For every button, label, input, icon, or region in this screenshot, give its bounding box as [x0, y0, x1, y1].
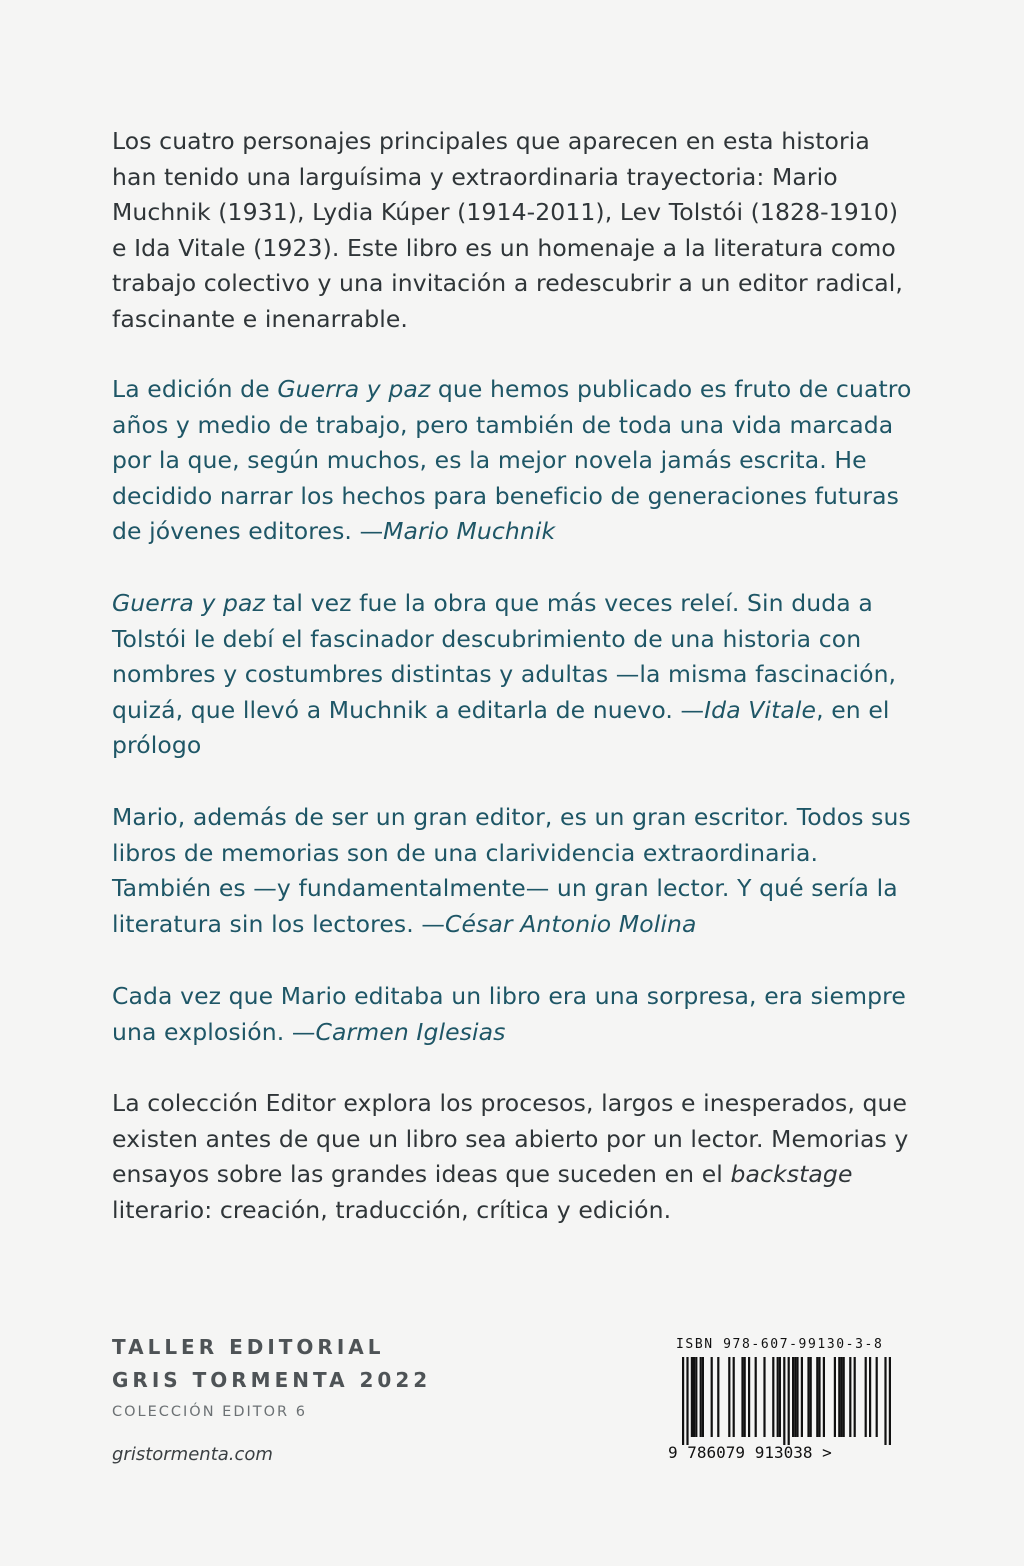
p3-run: Guerra y paz [112, 589, 265, 617]
p3-run: Ida Vitale [704, 695, 817, 724]
barcode-bar [801, 1357, 803, 1437]
isbn-label: ISBN 978-607-99130-3-8 [676, 1337, 884, 1352]
barcode-bar [843, 1357, 845, 1437]
p1-run: Los cuatro personajes principales que aparecen en esta historia han tenido una larguísima y extraordinaria trayectoria: Mario Muchnik (1931), Lydia Kúper (1914-2011), Lev Tolstói (1828-1910) e Ida Vitale (1923). Este libro es un homenaje a la literatura como trabajo colectivo y una invitación a redescubrir a un editor radical, fascinante e inenarrable. [112, 127, 904, 333]
barcode-bar [849, 1357, 851, 1437]
barcode-bar [838, 1357, 840, 1437]
barcode-bar [772, 1357, 774, 1437]
barcode-bar [869, 1357, 871, 1437]
barcode-bar [840, 1357, 842, 1437]
barcode-bar [783, 1357, 785, 1445]
p2-run: La edición de [112, 375, 278, 403]
quote-ida-vitale [112, 586, 912, 764]
barcode-bar [695, 1357, 697, 1437]
p2-run: Guerra y paz [277, 375, 431, 403]
barcode-bar [834, 1357, 836, 1437]
barcode-bar [682, 1357, 684, 1445]
barcode-bar [854, 1357, 856, 1437]
barcode-bar [779, 1357, 781, 1437]
barcode-bar [686, 1357, 688, 1445]
barcode-bar [748, 1357, 750, 1437]
collection-label: COLECCIÓN EDITOR 6 [112, 1404, 307, 1420]
barcode-bar [728, 1357, 730, 1437]
p5-run: Cada vez que Mario editaba un libro era una sorpresa, era siempre una explosión. — [112, 982, 906, 1046]
barcode-bar [788, 1357, 790, 1445]
barcode-bar [794, 1357, 796, 1437]
p5-run: Carmen Iglesias [315, 1017, 506, 1046]
barcode-bar [823, 1357, 825, 1437]
p4-run: César Antonio Molina [444, 909, 697, 938]
barcode-bar [702, 1357, 704, 1437]
barcode-bar [693, 1357, 695, 1437]
barcode-bar [810, 1357, 812, 1437]
barcode-bar [807, 1357, 809, 1437]
quote-carmen-iglesias [112, 979, 912, 1050]
p6-run: literario: creación, traducción, crítica y edición. [112, 1195, 672, 1224]
barcode-bar [691, 1357, 693, 1437]
ean-digits: 9 786079 913038 > [668, 1443, 832, 1462]
publisher-line-1: TALLER EDITORIAL [112, 1335, 385, 1359]
barcode-bar [876, 1357, 878, 1437]
barcode-bar [865, 1357, 867, 1437]
synopsis-paragraph [112, 124, 912, 337]
quote-mario-muchnik [112, 372, 912, 550]
barcode-bar [796, 1357, 798, 1437]
barcode-bar [717, 1357, 719, 1437]
barcode-bar [733, 1357, 735, 1437]
barcode-bar [755, 1357, 757, 1437]
p4-run: Mario, además de ser un gran editor, es un gran escritor. Todos sus libros de memorias son de una clarividencia extraordinaria. También es —y fundamentalmente— un gran lector. Y qué sería la literatura sin los lectores. — [112, 803, 911, 938]
isbn-barcode [668, 1337, 908, 1467]
barcode-bar [792, 1357, 794, 1437]
p3-run: tal vez fue la obra que más veces releí. Sin duda a Tolstói le debí el fascinador descubrimiento de una historia con nombres y costumbres distintas y adultas —la misma fascinación, quizá, que llevó a Muchnik a editarla de nuevo. — [112, 589, 897, 724]
barcode-bar [777, 1357, 779, 1437]
barcode-bar [818, 1357, 820, 1437]
barcode-bars-icon [668, 1357, 896, 1445]
barcode-bar [711, 1357, 713, 1437]
barcode-bar [741, 1357, 743, 1437]
barcode-bar [816, 1357, 818, 1437]
barcode-bar [700, 1357, 702, 1437]
barcode-bar [763, 1357, 765, 1437]
barcode-bar [884, 1357, 886, 1445]
barcode-bar [889, 1357, 891, 1445]
barcode-bar [744, 1357, 746, 1437]
publisher-line-2: GRIS TORMENTA 2022 [112, 1368, 432, 1392]
collection-description [112, 1086, 912, 1228]
p6-run: backstage [730, 1160, 853, 1188]
p3-run: , en el prólogo [112, 695, 890, 759]
p6-run: La colección Editor explora los procesos, largos e inesperados, que existen antes de que un libro sea abierto por un lector. Memorias y ensayos sobre las grandes ideas que suceden en el [112, 1089, 909, 1188]
p2-run: Mario Muchnik [383, 517, 556, 545]
publisher-website: gristormenta.com [112, 1444, 273, 1465]
quote-cesar-antonio-molina [112, 800, 912, 942]
p2-run: que hemos publicado es fruto de cuatro años y medio de trabajo, pero también de toda una vida marcada por la que, según muchos, es la mejor novela jamás escrita. He decidido narrar los hechos para beneficio de generaciones futuras de jóvenes editores. — [112, 375, 912, 545]
